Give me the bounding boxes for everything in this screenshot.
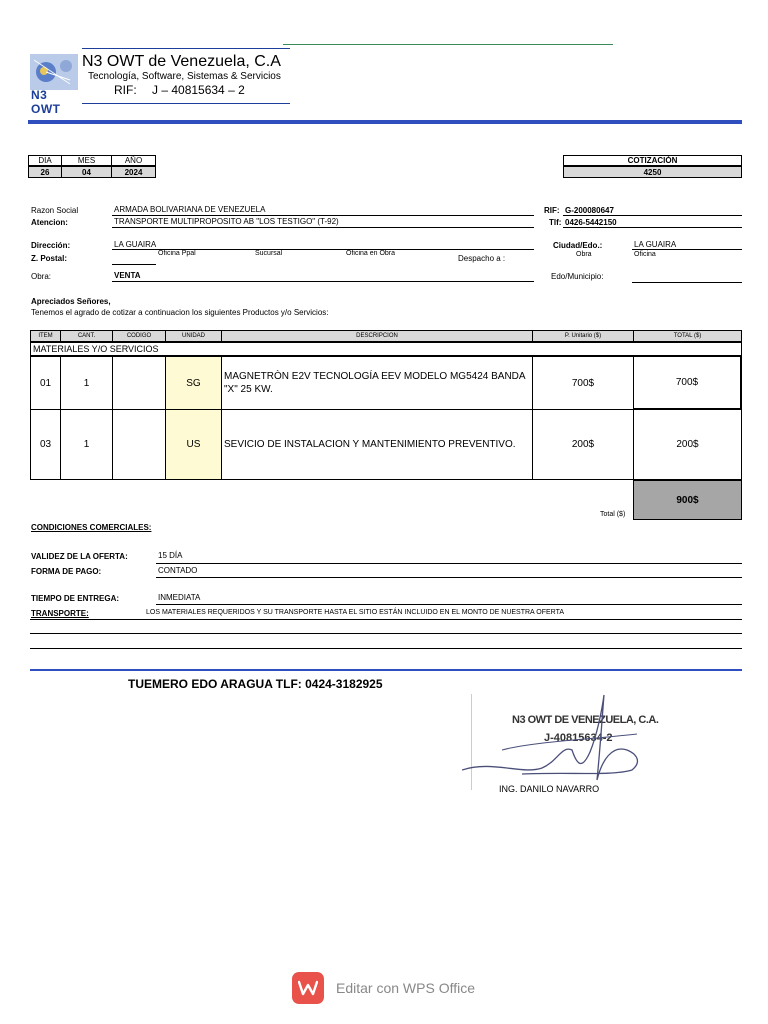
- razon-social-value: ARMADA BOLIVARIANA DE VENEZUELA: [114, 205, 266, 214]
- direccion-label: Dirección:: [31, 241, 71, 250]
- entrega-value: INMEDIATA: [158, 593, 201, 602]
- signature-area: [462, 690, 662, 800]
- transporte-value: LOS MATERIALES REQUERIDOS Y SU TRANSPORTE HASTA EL SITIO ESTÁN INCLUIDO EN EL MONTO DE NUESTRA OFERTA: [146, 609, 565, 616]
- quote-box: [563, 155, 742, 178]
- row1-total: 700$: [633, 356, 742, 410]
- header-rif-label: RIF:: [114, 83, 137, 97]
- obra-label: Obra:: [31, 272, 52, 281]
- th-unit-price: P. Unitario ($): [532, 330, 634, 342]
- th-unidad: UNIDAD: [165, 330, 222, 342]
- direccion-value: LA GUAIRA: [114, 240, 157, 249]
- row1-codigo: [112, 356, 166, 410]
- obra-value: VENTA: [114, 271, 141, 280]
- despacho-label: Despacho a :: [458, 254, 506, 263]
- top-green-line: [283, 44, 613, 45]
- date-values-row: [28, 166, 156, 178]
- validez-underline: [156, 563, 742, 564]
- razon-social-label: Razon Social: [31, 206, 79, 215]
- edo-municipio-label: Edo/Municipio:: [551, 272, 604, 281]
- wps-icon: [292, 972, 324, 1004]
- header-blue-rule: [28, 120, 742, 124]
- th-total: TOTAL ($): [633, 330, 742, 342]
- pago-underline: [156, 577, 742, 578]
- header-bottom-line: [82, 103, 290, 104]
- date-label-ano: AÑO: [124, 156, 143, 165]
- company-name: N3 OWT de Venezuela, C.A: [82, 53, 281, 70]
- row2-total: 200$: [633, 409, 742, 480]
- transporte-label: TRANSPORTE:: [31, 609, 89, 618]
- date-labels-row: [28, 155, 156, 166]
- client-rif-underline: [563, 215, 742, 216]
- header-top-line: [82, 48, 290, 49]
- row2-codigo: [112, 409, 166, 480]
- atencion-value: TRANSPORTE MULTIPROPOSITO AB "LOS TESTIGO" (T-92): [114, 217, 339, 226]
- signature-scribble: [462, 690, 662, 790]
- ciudad-underline: [632, 249, 742, 250]
- row2-cant: 1: [60, 409, 113, 480]
- entrega-label: TIEMPO DE ENTREGA:: [31, 594, 120, 603]
- total-value: 900$: [633, 480, 742, 520]
- edo-municipio-underline: [632, 282, 742, 283]
- wps-edit-button[interactable]: [292, 972, 475, 1004]
- stamp-name: N3 OWT DE VENEZUELA, C.A.: [512, 714, 659, 726]
- client-rif-value: G-200080647: [565, 206, 614, 215]
- obra-option-label: Obra: [576, 251, 592, 258]
- date-label-mes: MES: [62, 156, 112, 165]
- row1-unit-price: 700$: [532, 356, 634, 410]
- transporte-underline: [30, 619, 742, 620]
- row1-descripcion: MAGNETRÒN E2V TECNOLOGÍA EEV MODELO MG5424 BANDA "X" 25 KW.: [221, 356, 533, 410]
- pago-value: CONTADO: [158, 566, 198, 575]
- date-value-dia: 26: [29, 167, 62, 177]
- wps-label: Editar con WPS Office: [336, 980, 476, 996]
- pago-label: FORMA DE PAGO:: [31, 567, 102, 576]
- blank-line-2: [30, 648, 742, 649]
- client-tlf-value: 0426-5442150: [565, 218, 617, 227]
- row1-cant: 1: [60, 356, 113, 410]
- row2-unit-price: 200$: [532, 409, 634, 480]
- logo-text: N3 OWT: [31, 88, 61, 116]
- zpostal-label: Z. Postal:: [31, 254, 68, 263]
- th-codigo: CODIGO: [112, 330, 166, 342]
- validez-value: 15 DÍA: [158, 551, 183, 560]
- atencion-underline: [112, 227, 534, 228]
- date-label-dia: DIA: [29, 156, 62, 165]
- th-descripcion: DESCRIPCION: [221, 330, 533, 342]
- greeting-line-2: Tenemos el agrado de cotizar a continuacion los siguientes Productos y/o Servicios:: [31, 308, 329, 317]
- company-logo: [30, 54, 78, 116]
- razon-social-underline: [112, 215, 534, 216]
- client-tlf-label: Tlf:: [549, 218, 562, 227]
- zpostal-underline: [112, 264, 156, 265]
- oficina-obra-label: Oficina en Obra: [346, 250, 396, 257]
- validez-label: VALIDEZ DE LA OFERTA:: [31, 552, 128, 561]
- ciudad-label: Ciudad/Edo.:: [553, 241, 603, 250]
- footer-blue-rule: [30, 669, 742, 671]
- row1-unidad: SG: [165, 356, 222, 410]
- obra-underline: [112, 281, 534, 282]
- row2-unidad: US: [165, 409, 222, 480]
- conditions-title: CONDICIONES COMERCIALES:: [31, 523, 152, 532]
- date-value-mes: 04: [62, 167, 112, 177]
- ciudad-value: LA GUAIRA: [634, 240, 677, 249]
- client-rif-label: RIF:: [544, 206, 560, 215]
- total-label: Total ($): [600, 511, 626, 518]
- client-tlf-underline: [563, 227, 742, 228]
- th-cant: CANT.: [60, 330, 113, 342]
- footer-address: TUEMERO EDO ARAGUA TLF: 0424-3182925: [128, 677, 383, 691]
- quote-number: 4250: [563, 166, 742, 178]
- greeting-line-1: Apreciados Señores,: [31, 297, 111, 306]
- row2-descripcion: SEVICIO DE INSTALACION Y MANTENIMIENTO PREVENTIVO.: [221, 409, 533, 480]
- quote-label: COTIZACIÓN: [563, 155, 742, 166]
- header-rif-value: J – 40815634 – 2: [152, 83, 245, 97]
- oficina-ppal-label: Oficina Ppal: [158, 250, 196, 257]
- date-value-ano: 2024: [124, 167, 143, 177]
- sucursal-label: Sucursal: [255, 250, 283, 257]
- blank-line-1: [30, 633, 742, 634]
- company-tagline: Tecnología, Software, Sistemas & Servicios: [88, 71, 281, 82]
- date-box: [28, 155, 156, 178]
- section-label: MATERIALES Y/O SERVICIOS: [33, 344, 159, 354]
- row2-item: 03: [30, 409, 61, 480]
- oficina-option-label: Oficina: [634, 251, 656, 258]
- entrega-underline: [156, 604, 742, 605]
- row1-item: 01: [30, 356, 61, 410]
- stamp-rif: J-40815634-2: [544, 732, 613, 744]
- signer-name: ING. DANILO NAVARRO: [499, 784, 600, 794]
- th-item: ITEM: [30, 330, 61, 342]
- atencion-label: Atencion:: [31, 218, 68, 227]
